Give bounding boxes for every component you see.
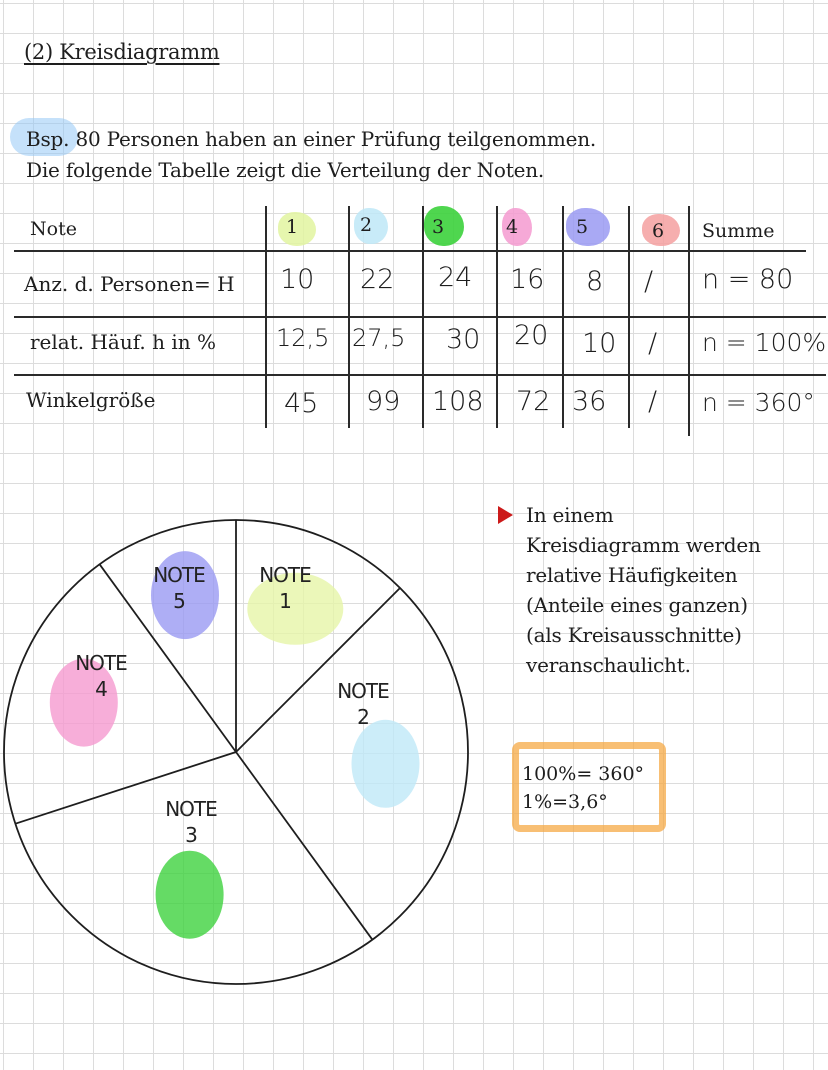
header-grade-2: 2 — [360, 214, 373, 236]
pie-label-grade-3 — [154, 796, 228, 848]
table-rule — [14, 316, 826, 318]
header-sum: Summe — [702, 220, 775, 242]
pie-divider — [236, 752, 372, 940]
pie-label-grade-1 — [248, 562, 322, 614]
explanation-text — [526, 500, 761, 680]
page-title: (2) Kreisdiagramm — [24, 40, 220, 64]
table-cell: 12,5 — [276, 324, 330, 352]
table-rule — [628, 206, 630, 428]
table-cell: 24 — [438, 262, 473, 293]
pie-label-note: NOTE — [153, 563, 205, 587]
header-grade-3: 3 — [432, 216, 445, 238]
intro-line-2: Die folgende Tabelle zeigt die Verteilung der Noten. — [26, 158, 545, 182]
formula-text — [522, 760, 644, 816]
pie-label-note: NOTE — [75, 651, 127, 675]
formula-line-1: 100%= 360° — [522, 763, 645, 785]
row-label-angle: Winkelgröße — [26, 388, 156, 412]
pie-label-grade-4 — [64, 650, 138, 702]
header-grade-4: 4 — [506, 216, 519, 238]
intro-text — [26, 124, 596, 186]
header-grade-1: 1 — [286, 216, 299, 238]
table-cell-sum: n = 80 — [702, 264, 794, 295]
explanation-line: Kreisdiagramm werden — [526, 533, 761, 557]
table-cell: 108 — [432, 386, 484, 417]
pie-label-note: NOTE — [337, 679, 389, 703]
pie-label-number: 4 — [95, 677, 107, 701]
table-rule — [496, 206, 498, 428]
table-cell: / — [648, 328, 658, 359]
table-rule — [688, 206, 690, 436]
pie-label-note: NOTE — [165, 797, 217, 821]
header-grade-6: 6 — [652, 220, 665, 242]
table-cell: 10 — [582, 328, 617, 359]
explanation-line: veranschaulicht. — [526, 653, 691, 677]
row-label-relative: relat. Häuf. h in % — [30, 330, 216, 354]
header-grade-5: 5 — [576, 216, 589, 238]
table-cell: 45 — [284, 388, 319, 419]
pie-label-grade-2 — [326, 678, 400, 730]
explanation-line: In einem — [526, 503, 614, 527]
triangle-right-icon — [498, 506, 513, 524]
table-cell: / — [648, 386, 658, 417]
table-cell: 16 — [510, 264, 545, 295]
table-rule — [562, 206, 564, 428]
pie-label-number: 5 — [173, 589, 185, 613]
pie-chart — [0, 515, 480, 1070]
header-note: Note — [30, 218, 77, 240]
table-rule — [265, 206, 267, 428]
pie-label-number: 3 — [185, 823, 197, 847]
pie-label-number: 2 — [357, 705, 369, 729]
table-cell: 30 — [446, 324, 481, 355]
table-cell: 20 — [514, 320, 549, 351]
table-cell-sum: n = 100% — [702, 328, 827, 357]
intro-line-1: Bsp. 80 Personen haben an einer Prüfung teilgenommen. — [26, 127, 597, 151]
pie-label-number: 1 — [279, 589, 291, 613]
table-cell-sum: n = 360° — [702, 388, 815, 417]
pie-slice-highlight — [352, 720, 420, 808]
table-cell: 27,5 — [352, 324, 406, 352]
formula-line-2: 1%=3,6° — [522, 791, 608, 813]
explanation-line: (als Kreisausschnitte) — [526, 623, 742, 647]
table-cell: 72 — [516, 386, 551, 417]
table-rule — [422, 206, 424, 428]
table-cell: 36 — [572, 386, 607, 417]
explanation-line: (Anteile eines ganzen) — [526, 593, 748, 617]
pie-label-grade-5 — [142, 562, 216, 614]
explanation-line: relative Häufigkeiten — [526, 563, 738, 587]
row-label-count: Anz. d. Personen= H — [24, 272, 235, 296]
table-cell: 8 — [586, 266, 604, 297]
table-cell: 99 — [366, 386, 401, 417]
table-rule — [14, 374, 826, 376]
table-cell: 10 — [280, 264, 315, 295]
pie-label-note: NOTE — [259, 563, 311, 587]
table-cell: 22 — [360, 264, 395, 295]
table-rule — [348, 206, 350, 428]
table-cell: / — [644, 266, 654, 297]
pie-slice-highlight — [156, 851, 224, 939]
